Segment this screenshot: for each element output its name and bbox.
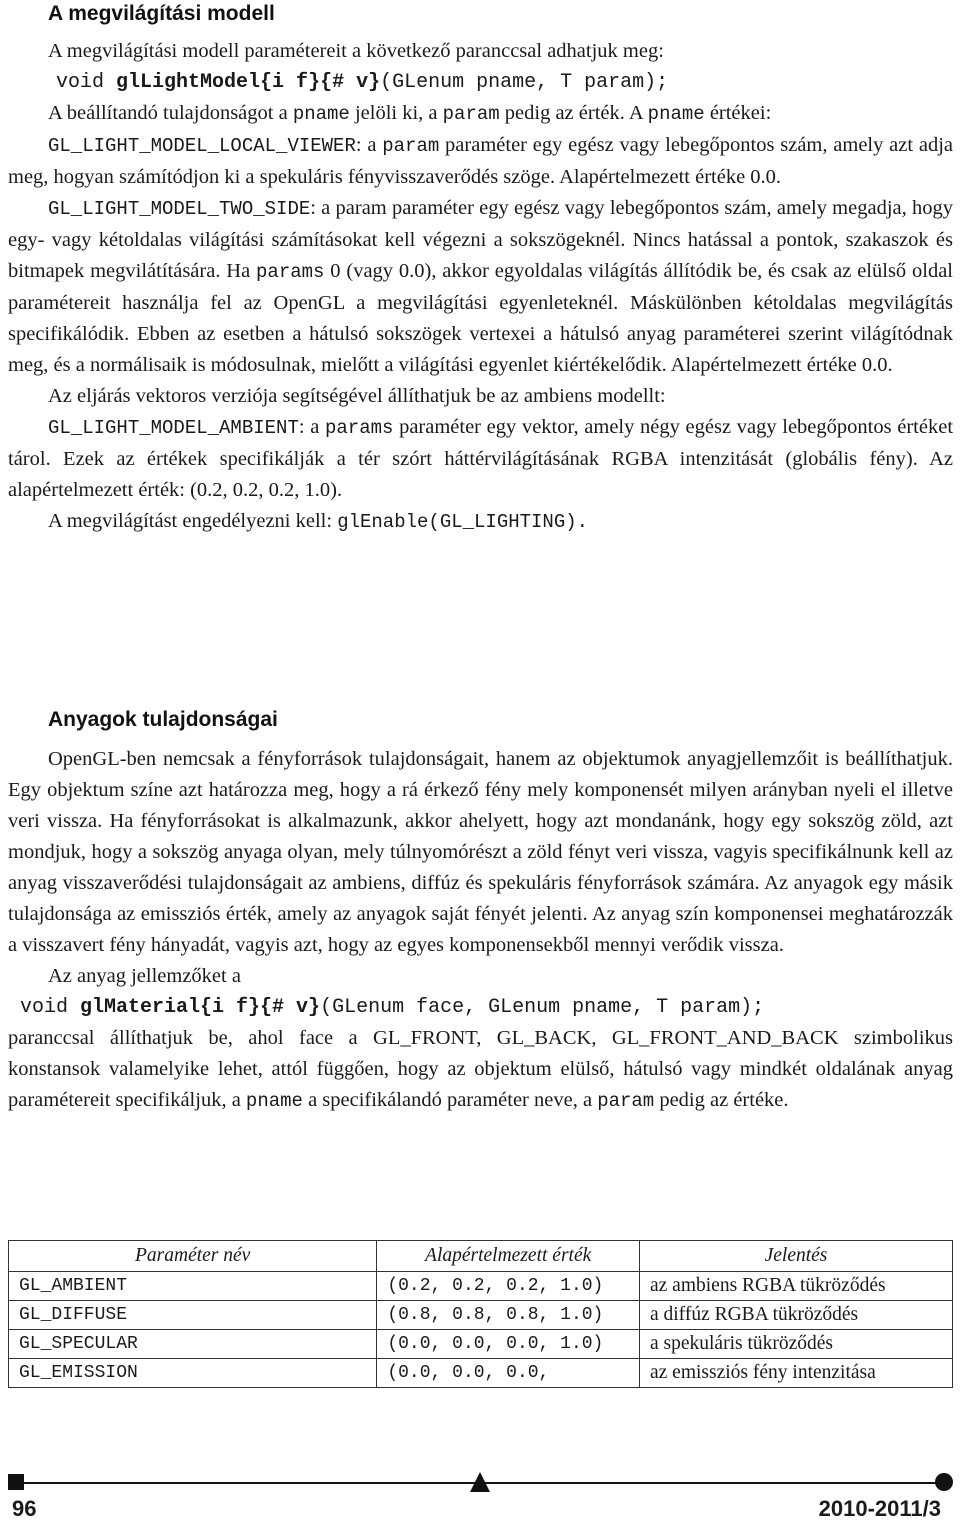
material-command-paragraph: paranccsal állíthatjuk be, ahol face a GL_FRONT, GL_BACK, GL_FRONT_AND_BACK szimbolikus konstansok valamelyike lehet, attól függően, hogy az objektum elülső, hátulsó vagy mindkét oldalának anyag paramétereit specifikáljuk, a pname a specifikálandó paraméter neve, a param pedig az értéke.: [8, 1027, 953, 1112]
page-footer: [8, 1472, 953, 1525]
square-bullet-icon: [8, 1474, 24, 1490]
table-row: [9, 1301, 953, 1330]
cell-param-name: GL_EMISSION: [9, 1359, 377, 1388]
cell-meaning: a diffúz RGBA tükröződés: [639, 1301, 952, 1330]
cell-default-value: (0.8, 0.8, 0.8, 1.0): [377, 1301, 640, 1330]
ambient-paragraph: GL_LIGHT_MODEL_AMBIENT: a params paraméter egy vektor, amely négy egész vagy lebegőpontos értéket tárol. Ezek az értékek specifikálják a tér szórt háttérvilágításának RGBA intenzitását (globális fény). Az alapértelmezett érték: (0.2, 0.2, 0.2, 1.0).: [8, 416, 954, 501]
enable-lighting-paragraph: A megvilágítást engedélyezni kell: glEnable(GL_LIGHTING).: [48, 510, 589, 533]
cell-param-name: GL_AMBIENT: [9, 1272, 377, 1301]
local-viewer-paragraph: GL_LIGHT_MODEL_LOCAL_VIEWER: a param paraméter egy egész vagy lebegőpontos szám, amely azt adja meg, hogyan számítódjon ki a spekuláris fényvisszaverődés szöge. Alapértelmezett értéke 0.0.: [8, 134, 953, 188]
material-intro-paragraph: OpenGL-ben nemcsak a fényforrások tulajdonságait, hanem az objektumok anyagjellemzőit is beállíthatjuk. Egy objektum színe azt határozza meg, hogy a rá érkező fény mely komponensét milyen arányban nyeli el illetve veri vissza. Ha fényforrásokat is alkalmazunk, akkor ahelyett, hogy azt mondanánk, hogy egy sokszög zöld, azt mondjuk, hogy a sokszög anyaga olyan, mely túlnyomórészt a zöld fényt veri vissza, vagyis specifikálnunk kell az anyag visszaverődési tulajdonságait az ambiens, diffúz és spekuláris fényforrások számára. Az anyagok egy másik tulajdonsága az emissziós érték, amely az anyagok saját fényét jelenti. Az anyag szín komponensei meghatározzák a visszavert fény hányadát, vagyis azt, hogy az egyes komponensekből mennyi verődik vissza.: [8, 748, 953, 956]
code-function: glMaterial{i f}{# v}: [80, 996, 321, 1019]
header-meaning: Jelentés: [639, 1241, 952, 1272]
code-keyword: void: [56, 71, 117, 94]
pname-paragraph: A beállítandó tulajdonságot a pname jelöli ki, a param pedig az érték. A pname értékei:: [48, 102, 772, 125]
header-param-name: Paraméter név: [9, 1241, 377, 1272]
table-row: [9, 1359, 953, 1388]
material-command-lead: Az anyag jellemzőket a: [48, 965, 241, 987]
cell-param-name: GL_DIFFUSE: [9, 1301, 377, 1330]
cell-meaning: az ambiens RGBA tükröződés: [639, 1272, 952, 1301]
section-title-material-properties: Anyagok tulajdonságai: [48, 708, 278, 731]
code-gllightmodel: [8, 67, 953, 98]
intro-paragraph: A megvilágítási modell paramétereit a következő paranccsal adhatjuk meg:: [48, 40, 664, 62]
code-glmaterial: [8, 992, 953, 1023]
code-arguments: (GLenum pname, T param);: [380, 71, 669, 94]
page-number: 96: [12, 1496, 37, 1521]
circle-bullet-icon: [935, 1473, 953, 1491]
table-row: [9, 1330, 953, 1359]
triangle-bullet-icon: [470, 1472, 490, 1492]
table-row: [9, 1272, 953, 1301]
cell-meaning: az emissziós fény intenzitása: [639, 1359, 952, 1388]
material-parameters-table: [8, 1240, 953, 1388]
code-arguments: (GLenum face, GLenum pname, T param);: [320, 996, 765, 1019]
cell-meaning: a spekuláris tükröződés: [639, 1330, 952, 1359]
section-title-lighting-model: A megvilágítási modell: [48, 2, 275, 25]
vector-version-paragraph: Az eljárás vektoros verziója segítségével állíthatjuk be az ambiens modellt:: [48, 385, 666, 407]
code-keyword: void: [8, 996, 81, 1019]
header-default-value: Alapértelmezett érték: [377, 1241, 640, 1272]
cell-default-value: (0.0, 0.0, 0.0, 1.0): [377, 1330, 640, 1359]
two-side-paragraph: GL_LIGHT_MODEL_TWO_SIDE: a param paraméter egy egész vagy lebegőpontos szám, amely megadja, hogy egy- vagy kétoldalas világítási számításokat kell végezni a sokszögeknél. Nincs hatással a pontok, szakaszok és bitmapek megvilátítására. Ha params 0 (vagy 0.0), akkor egyoldalas világítás állítódik be, és csak az elülső oldal paramétereit használja fel az OpenGL a megvilágítási egyenleteknél. Máskülönben kétoldalas megvilágítás specifikálódik. Ebben az esetben a hátulsó sokszögek vertexei a hátulsó anyag paraméterei szerint világítódnak meg, és a normálisaik is módosulnak, mielőtt a világítási egyenlet kiértékelődik. Alapértelmezett értéke 0.0.: [8, 197, 953, 376]
section-lighting-model-body: [8, 36, 953, 538]
cell-param-name: GL_SPECULAR: [9, 1330, 377, 1359]
cell-default-value: (0.0, 0.0, 0.0,: [377, 1359, 640, 1388]
issue-number: 2010-2011/3: [818, 1496, 941, 1521]
section-material-body: [8, 744, 953, 1117]
code-function: glLightModel{i f}{# v}: [116, 71, 381, 94]
cell-default-value: (0.2, 0.2, 0.2, 1.0): [377, 1272, 640, 1301]
table-header-row: [9, 1241, 953, 1272]
